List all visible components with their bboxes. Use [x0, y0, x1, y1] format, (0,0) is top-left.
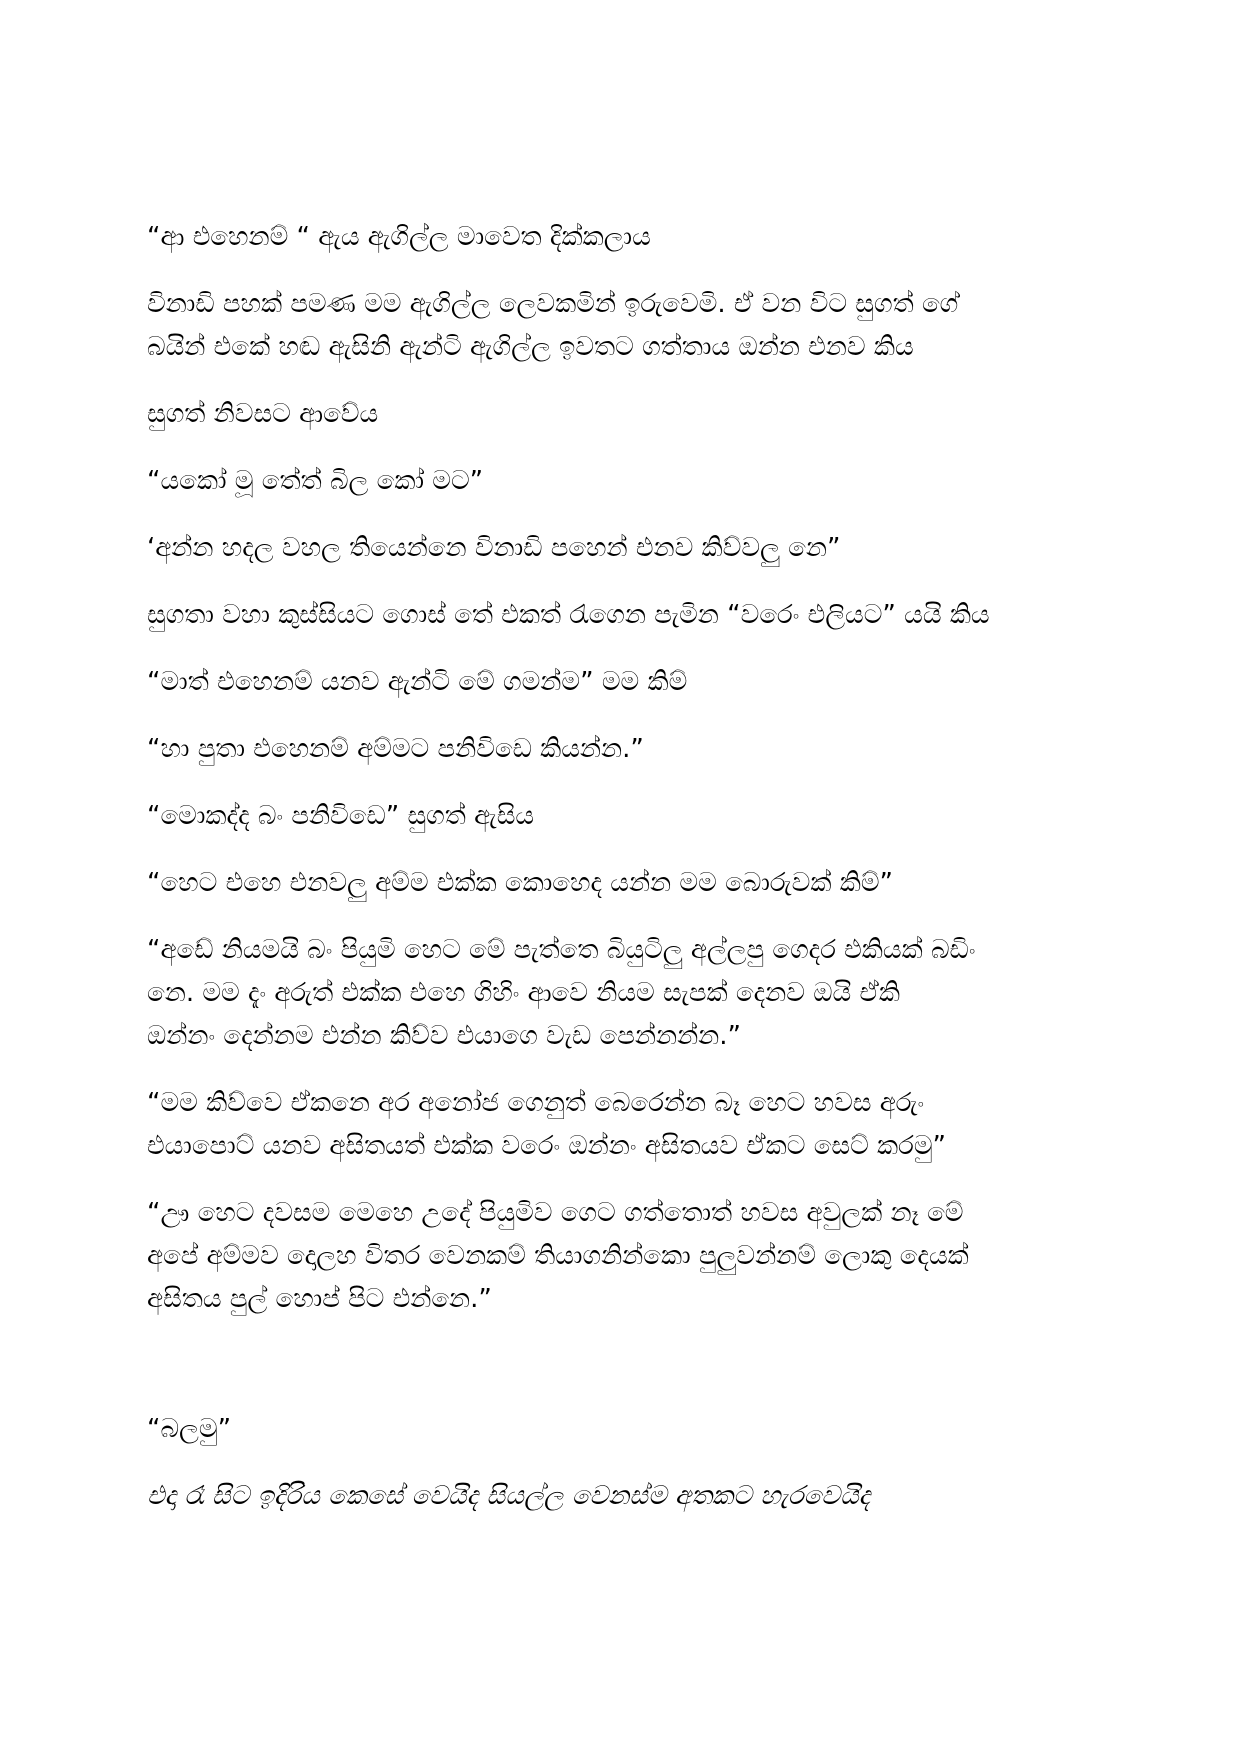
- text-line: “හා පුතා එහෙනම් අම්මට පනිවිඩෙ කියන්න.”: [147, 734, 644, 764]
- text-line: එයාපොට් යනව අසිතයත් එක්ක වරෙං ඔන්නං අසිතයව ඒකට සෙට් කරමු”: [147, 1131, 947, 1161]
- text-line: ඔන්නං දෙන්නම එන්න කිව්ව එයාගෙ වැඩ පෙන්නන්න.”: [147, 1021, 742, 1051]
- paragraph: [147, 929, 1107, 1058]
- text-line: “හෙට එහෙ එනවලු අම්ම එක්ක කොහෙද යන්න මම බොරුවක් කිම්”: [147, 868, 894, 898]
- paragraph: [147, 795, 1107, 838]
- paragraph: [147, 728, 1107, 771]
- text-line: අපේ අම්මව දොලහ විතර වෙනකම් තියාගනින්කො පුලුවන්නම් ලොකු දෙයක්: [147, 1241, 969, 1271]
- text-line: බයින් එකේ හඬ ඇසිනි ඇන්ටි ඇගිල්ල ඉවතට ගත්තාය ඔන්න එනව කිය: [147, 332, 914, 362]
- text-line: “මාත් එහෙනම් යනව ඇන්ටි මේ ගමන්ම” මම කිම්: [147, 667, 688, 697]
- closing-line: [147, 1475, 1107, 1518]
- blank-space: [147, 1345, 1107, 1408]
- paragraph: [147, 393, 1107, 436]
- paragraph: [147, 1082, 1107, 1168]
- paragraph: [147, 1192, 1107, 1321]
- paragraph: [147, 216, 1107, 259]
- text-line: සුගත් නිවසට ආවේය: [147, 399, 379, 429]
- text-line: “ඌ හෙට දවසම මෙහෙ උදේ පියුමිව ගෙට ගත්තොත් හවස අවුලක් නෑ මේ: [147, 1198, 964, 1228]
- paragraph: [147, 661, 1107, 704]
- text-line: අසිතය පුල් හොප් පිට එන්නෙ.”: [147, 1284, 492, 1314]
- text-line: “ආ එහෙනම් “ ඇය ඇගිල්ල මාවෙත දික්කලාය: [147, 222, 651, 252]
- text-line: එදා රෑ සිට ඉදිරිය කෙසේ වෙයිද සියල්ල වෙනස්ම අතකට හැරවෙයිද: [147, 1481, 871, 1511]
- paragraph: [147, 862, 1107, 905]
- text-line: “අඩේ නියමයි බං පියුමි හෙට මේ පැත්තෙ බියුටිලු අල්ලපු ගෙදර එකියක් බඩිං: [147, 935, 976, 965]
- text-line: “යකෝ මූ තේත් බිල කෝ මට”: [147, 466, 484, 496]
- text-line: සුගතා වහා කුස්සියට ගොස් තේ එකත් රැගෙන පැමින “වරෙං එලියට” යයි කිය: [147, 600, 990, 630]
- text-line: නෙ. මම දැං අරුත් එක්ක එහෙ ගිහිං ආවෙ නියම සැපක් දෙනව ඔයි ඒකි: [147, 978, 900, 1008]
- text-line: ‘අන්න හදල වහල තියෙන්නෙ විනාඩි පහෙන් එනව කිව්වලු නෙ”: [147, 533, 841, 563]
- text-line: “බලමු”: [147, 1414, 232, 1444]
- paragraph: [147, 527, 1107, 570]
- text-line: “මම කිව්වෙ ඒකනෙ අර අනෝජ ගෙනුත් බෙරෙන්න බෑ හෙට හවස අරුං: [147, 1088, 925, 1118]
- text-line: “මොකද්ද බං පනිවිඩෙ” සුගත් ඇසිය: [147, 801, 535, 831]
- paragraph: [147, 460, 1107, 503]
- paragraph: [147, 283, 1107, 369]
- document-body: [147, 216, 1107, 1542]
- text-line: විනාඩි පහක් පමණ මම ඇගිල්ල ලෙවකමින් ඉරුවෙමි. ඒ වන විට සුගත් ගේ: [147, 289, 959, 319]
- paragraph: [147, 594, 1107, 637]
- paragraph: [147, 1408, 1107, 1451]
